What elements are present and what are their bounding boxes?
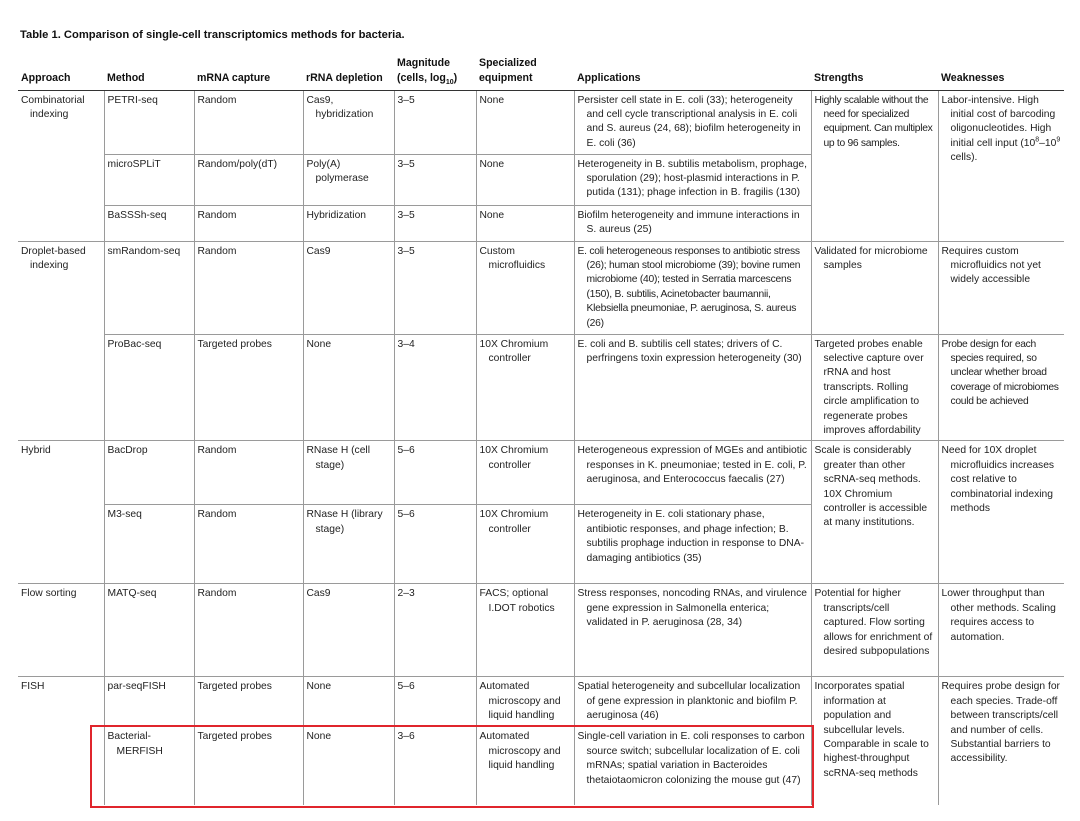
method-cell: BacDrop (104, 441, 194, 505)
applications-cell: Heterogeneous expression of MGEs and antibiotic responses in K. pneumoniae; tested in E. coli, P. aeruginosa, and Enterococcus faecalis (27) (574, 441, 811, 505)
equipment-cell: Automated microscopy and liquid handling (476, 677, 574, 727)
table-row (18, 677, 1064, 727)
mrna-cell: Random (194, 505, 303, 584)
magnitude-cell: 5–6 (394, 441, 476, 505)
magnitude-cell: 5–6 (394, 505, 476, 584)
equipment-cell: None (476, 205, 574, 241)
equipment-cell: 10X Chromium controller (476, 441, 574, 505)
magnitude-cell: 3–4 (394, 334, 476, 441)
strengths-cell: Scale is considerably greater than other scRNA-seq methods. 10X Chromium controller is accessible at many institutions. (811, 441, 938, 584)
magnitude-cell: 3–5 (394, 205, 476, 241)
applications-cell: Spatial heterogeneity and subcellular localization of gene expression in planktonic and biofilm P. aeruginosa (46) (574, 677, 811, 727)
header-row (18, 54, 1064, 90)
weaknesses-cell: Requires probe design for each species. Trade-off between transcripts/cell and number of cells. Substantial barriers to accessibility. (938, 677, 1064, 805)
table-row (18, 90, 1064, 154)
mrna-cell: Random (194, 90, 303, 154)
equipment-cell: 10X Chromium controller (476, 334, 574, 441)
equipment-cell: None (476, 90, 574, 154)
method-cell: M3-seq (104, 505, 194, 584)
equipment-cell: None (476, 154, 574, 205)
applications-cell: Stress responses, noncoding RNAs, and virulence gene expression in Salmonella enterica; validated in P. aeruginosa (28, 34) (574, 584, 811, 677)
header-rrna-depletion: rRNA depletion (303, 54, 394, 90)
applications-cell: Heterogeneity in E. coli stationary phase, antibiotic responses, and phage infection; B. subtilis prophage induction in response to DNA-damaging antibiotics (35) (574, 505, 811, 584)
strengths-cell: Targeted probes enable selective capture over rRNA and host transcripts. Rolling circle amplification to regenerate probes improves affordability (811, 334, 938, 441)
applications-cell: Single-cell variation in E. coli responses to carbon source switch; subcellular localization of E. coli mRNAs; spatial variation in Bacteroides thetaiotaomicron colonizing the mouse gut (47) (574, 727, 811, 805)
method-cell: par-seqFISH (104, 677, 194, 727)
strengths-cell: Incorporates spatial information at population and subcellular levels. Comparable in scale to highest-throughput scRNA-seq methods (811, 677, 938, 805)
method-cell: MATQ-seq (104, 584, 194, 677)
rrna-cell: None (303, 677, 394, 727)
magnitude-cell: 3–5 (394, 154, 476, 205)
header-equipment: Specialized equipment (476, 54, 574, 90)
mrna-cell: Targeted probes (194, 727, 303, 805)
weaknesses-cell: Probe design for each species required, so unclear whether broad coverage of microbiomes could be achieved (938, 334, 1064, 441)
header-approach: Approach (18, 54, 104, 90)
strengths-cell: Highly scalable without the need for specialized equipment. Can multiplex up to 96 samples. (811, 90, 938, 241)
magnitude-cell: 2–3 (394, 584, 476, 677)
weaknesses-cell: Need for 10X droplet microfluidics increases cost relative to combinatorial indexing methods (938, 441, 1064, 584)
mrna-cell: Random/poly(dT) (194, 154, 303, 205)
weaknesses-cell: Labor-intensive. High initial cost of barcoding oligonucleotides. High initial cell input ($10^8-10^9$ cells). (938, 90, 1064, 241)
method-cell: smRandom-seq (104, 241, 194, 334)
magnitude-cell: 3–5 (394, 90, 476, 154)
header-magnitude: Magnitude (cells, $\log_{10}$) (394, 54, 476, 90)
table-row (18, 334, 1064, 441)
rrna-cell: Poly(A) polymerase (303, 154, 394, 205)
equipment-cell: Custom microfluidics (476, 241, 574, 334)
applications-cell: E. coli and B. subtilis cell states; drivers of C. perfringens toxin expression heterogeneity (30) (574, 334, 811, 441)
table-row (18, 241, 1064, 334)
header-strengths: Strengths (811, 54, 938, 90)
applications-cell: Persister cell state in E. coli (33); heterogeneity and cell cycle transcriptional analysis in E. coli and S. aureus (24, 68); biofilm heterogeneity in E. coli (36) (574, 90, 811, 154)
weaknesses-cell: Lower throughput than other methods. Scaling requires access to automation. (938, 584, 1064, 677)
equipment-cell: 10X Chromium controller (476, 505, 574, 584)
mrna-cell: Random (194, 441, 303, 505)
mrna-cell: Targeted probes (194, 677, 303, 727)
header-method: Method (104, 54, 194, 90)
magnitude-cell: 5–6 (394, 677, 476, 727)
rrna-cell: Hybridization (303, 205, 394, 241)
approach-cell: Combinatorial indexing (18, 90, 104, 241)
mrna-cell: Random (194, 241, 303, 334)
equipment-cell: Automated microscopy and liquid handling (476, 727, 574, 805)
mrna-cell: Random (194, 205, 303, 241)
method-cell: microSPLiT (104, 154, 194, 205)
method-cell: ProBac-seq (104, 334, 194, 441)
equipment-cell: FACS; optional I.DOT robotics (476, 584, 574, 677)
rrna-cell: None (303, 334, 394, 441)
magnitude-cell: 3–6 (394, 727, 476, 805)
header-applications: Applications (574, 54, 811, 90)
mrna-cell: Targeted probes (194, 334, 303, 441)
comparison-table (18, 54, 1064, 805)
approach-cell: Hybrid (18, 441, 104, 584)
approach-cell: Flow sorting (18, 584, 104, 677)
weaknesses-cell: Requires custom microfluidics not yet widely accessible (938, 241, 1064, 334)
magnitude-cell: 3–5 (394, 241, 476, 334)
applications-cell: E. coli heterogeneous responses to antibiotic stress (26); human stool microbiome (39); bovine rumen microbiome (40); tested in Serratia marcescens (150), B. subtilis, Acinetobacter baumannii, Klebsiella pneumoniae, P. aeruginosa, S. aureus (26) (574, 241, 811, 334)
method-cell: BaSSSh-seq (104, 205, 194, 241)
applications-cell: Heterogeneity in B. subtilis metabolism, prophage, sporulation (29); host-plasmid interactions in P. putida (131); phage infection in B. fragilis (130) (574, 154, 811, 205)
rrna-cell: RNase H (cell stage) (303, 441, 394, 505)
rrna-cell: Cas9 (303, 241, 394, 334)
approach-cell: Droplet-based indexing (18, 241, 104, 441)
header-mrna-capture: mRNA capture (194, 54, 303, 90)
rrna-cell: None (303, 727, 394, 805)
strengths-cell: Potential for higher transcripts/cell captured. Flow sorting allows for enrichment of desired subpopulations (811, 584, 938, 677)
header-weaknesses: Weaknesses (938, 54, 1064, 90)
table-caption: Table 1. Comparison of single-cell transcriptomics methods for bacteria. (20, 29, 405, 41)
rrna-cell: Cas9, hybridization (303, 90, 394, 154)
strengths-cell: Validated for microbiome samples (811, 241, 938, 334)
mrna-cell: Random (194, 584, 303, 677)
applications-cell: Biofilm heterogeneity and immune interactions in S. aureus (25) (574, 205, 811, 241)
table-row (18, 441, 1064, 505)
approach-cell: FISH (21, 681, 45, 693)
rrna-cell: RNase H (library stage) (303, 505, 394, 584)
method-cell: PETRI-seq (104, 90, 194, 154)
method-cell: Bacterial-MERFISH (104, 727, 194, 805)
table-row (18, 584, 1064, 677)
rrna-cell: Cas9 (303, 584, 394, 677)
